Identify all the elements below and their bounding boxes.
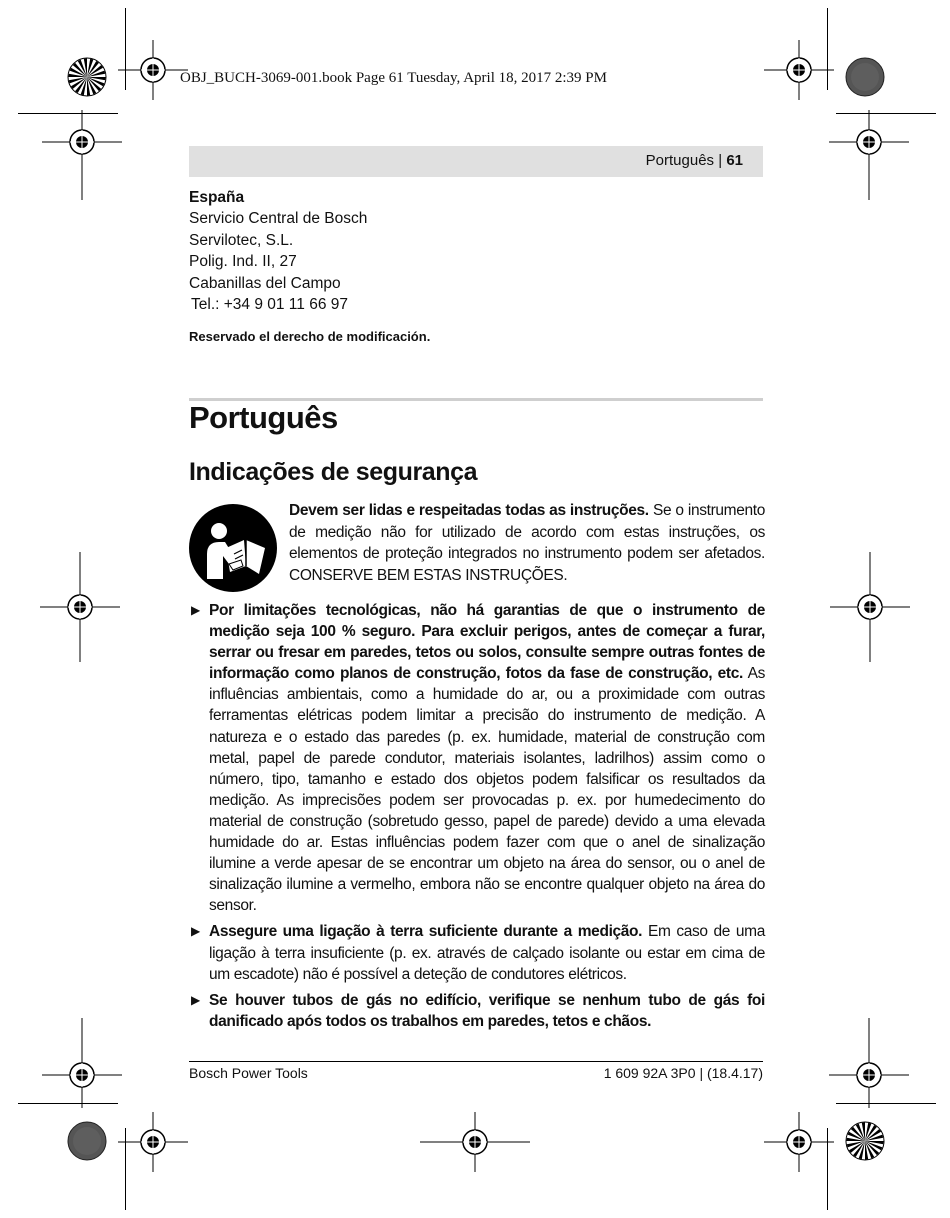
registration-mark-icon	[829, 1018, 909, 1108]
registration-mark-icon	[118, 1112, 188, 1172]
starburst-target-icon	[845, 1121, 885, 1161]
registration-mark-icon	[118, 40, 188, 100]
running-head-separator: |	[718, 152, 723, 169]
registration-mark-icon	[764, 40, 834, 100]
registration-mark-icon	[42, 110, 122, 200]
section-title: Português	[189, 400, 338, 435]
address-line: Polig. Ind. II, 27	[189, 253, 297, 271]
bullet-triangle-icon: ▶	[191, 924, 200, 939]
list-item-bold: Assegure uma ligação à terra suficiente durante a medição.	[209, 923, 643, 941]
footer-rule	[189, 1061, 763, 1062]
reserved-note: Reservado el derecho de modificación.	[189, 329, 431, 344]
starburst-target-icon	[67, 57, 107, 97]
list-item-text: As influências ambientais, como a humidade do ar, ou a proximidade com outras ferramentas elétricas podem limitar a precisão do instrumento de medição. A natureza e o estado das paredes (p. ex. humidade, material de construção com metal, papel de parede condutor, materiais isolantes, ladrilhos) assim como o número, tipo, tamanho e estado dos objetos podem falsificar os resultados da medição. As imprecisões podem ser provocadas p. ex. por humedecimento do material de construção (sobretudo gesso, papel de parede) devido a uma elevada humidade do ar. Estas influências podem fazer com que o anel de sinalização ilumine a verde apesar de se encontrar um objeto na área do sensor, ou o anel de sinalização ilumine a vermelho, embora não se encontre qualquer objeto na área do sensor.	[209, 665, 765, 915]
list-item	[189, 990, 765, 1032]
print-header: OBJ_BUCH-3069-001.book Page 61 Tuesday, April 18, 2017 2:39 PM	[180, 70, 607, 86]
address-line: Cabanillas del Campo	[189, 274, 341, 292]
page-number: 61	[726, 152, 743, 169]
footer-doc-number: 1 609 92A 3P0 | (18.4.17)	[603, 1065, 763, 1081]
footer-brand: Bosch Power Tools	[189, 1065, 308, 1081]
service-address	[189, 187, 367, 315]
list-item-bold: Por limitações tecnológicas, não há garantias de que o instrumento de medição seja 100 % seguro. Para excluir perigos, antes de começar a furar, serrar ou fresar em paredes, tetos ou solos, consulte sempre outras fontes de informação como planos de construção, fotos da fase de construção, etc.	[209, 602, 765, 683]
registration-mark-icon	[420, 1112, 530, 1172]
registration-mark-icon	[40, 552, 120, 662]
gray-target-icon	[845, 57, 885, 97]
list-item-text: Em caso de uma ligação à terra insuficiente (p. ex. através de calçado isolante ou estar em cima de um escadote) não é possível a deteção de condutores elétricos.	[209, 923, 765, 983]
bullet-triangle-icon: ▶	[191, 603, 200, 617]
address-line: Servilotec, S.L.	[189, 231, 294, 249]
read-manual-icon	[189, 504, 277, 592]
list-item-bold: Se houver tubos de gás no edifício, verifique se nenhum tubo de gás foi danificado após todos os trabalhos em paredes, tetos e chãos.	[209, 991, 765, 1030]
registration-mark-icon	[42, 1018, 122, 1108]
registration-mark-icon	[830, 552, 910, 662]
gray-target-icon	[67, 1121, 107, 1161]
registration-mark-icon	[764, 1112, 834, 1172]
registration-mark-icon	[829, 110, 909, 200]
running-head	[189, 146, 763, 177]
running-head-language: Português	[645, 152, 715, 169]
subsection-title: Indicações de segurança	[189, 458, 478, 486]
address-line: Servicio Central de Bosch	[189, 210, 368, 228]
list-item	[189, 600, 765, 916]
list-item	[189, 921, 765, 984]
intro-bold: Devem ser lidas e respeitadas todas as instruções.	[289, 502, 649, 519]
intro-paragraph	[289, 500, 765, 586]
running-head-label	[646, 152, 743, 169]
address-line: Tel.: +34 9 01 11 66 97	[191, 296, 348, 314]
safety-list	[189, 600, 765, 1037]
bullet-triangle-icon: ▶	[191, 992, 200, 1007]
address-country: España	[189, 189, 245, 206]
intro-text: Se o instrumento de medição não for utilizado de acordo com estas instruções, os elementos de proteção integrados no instrumento podem ser afetados. CONSERVE BEM ESTAS INSTRUÇÕES.	[289, 502, 765, 584]
